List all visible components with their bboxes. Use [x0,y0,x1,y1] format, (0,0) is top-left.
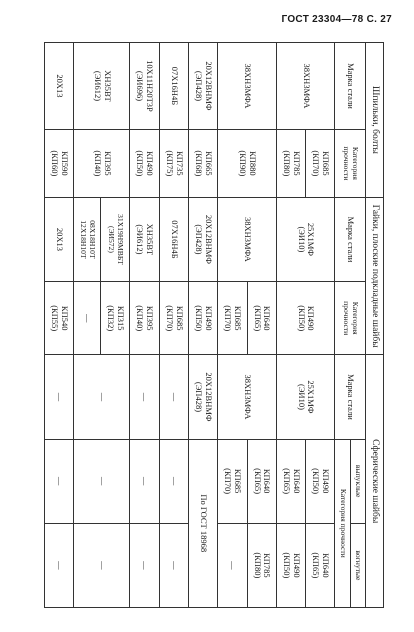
table-cell-sph-steel: 25Х1МФ (ЭИ10) [276,355,335,439]
table-cell-stud-category: КП785 (КП80) [276,129,305,197]
col-header-stud-category: Категория прочности [335,129,365,197]
table-cell-stud-category: КП735 (КП75) [159,129,188,197]
table-cell-sph-steel: 38ХН3МФА [218,355,277,439]
table-cell-nut-category: КП395 (КП40) [130,282,159,355]
table-cell-sph-steel: — [159,355,188,439]
table-cell-stud-category: КП665 (КП68) [188,129,217,197]
table-cell-nut-category: КП685 (КП70) [159,282,188,355]
table-cell-nut-steel: ХН35ВТ (ЭИ612) [130,197,159,281]
table-cell-sph-steel: 20Х12ВНМФ (ЭП428) [188,355,217,439]
table-cell-nut-steel: 38ХН3МФА [218,197,277,281]
table-cell-sph-convex: КП685 (КП70) [218,439,247,523]
table-cell-nut-category: КП685 (КП70) [218,282,247,355]
table-cell-nut-category: КП640 (КП65) [247,282,276,355]
table-cell-nut-steel: 08Х18Н10Т 12Х18Н10Т [74,197,101,281]
table-cell-sph-concave: КП640 (КП65) [306,523,335,607]
group-header-studs-bolts: Шпильки, болты [365,43,383,198]
table-cell-stud-steel: 07Х16Н4Б [159,43,188,130]
table-cell-sph-convex: — [74,439,130,523]
table-cell-stud-steel: 10Х11Н20Т3Р (ЭИ696) [130,43,159,130]
col-header-convex: выпуклые [350,439,365,523]
rotated-table-container [44,42,384,608]
table-cell-sph-convex: КП640 (КП65) [247,439,276,523]
table-cell-stud-category: КП880 (КП90) [218,129,277,197]
table-cell-nut-steel: 20Х12ВНМФ (ЭП428) [188,197,217,281]
table-cell-sph-concave: КП785 (КП80) [247,523,276,607]
table-cell-sph-steel: — [74,355,130,439]
table-cell-sph-concave: — [218,523,247,607]
table-cell-stud-steel: 20Х13 [45,43,74,130]
table-cell-nut-steel: 07Х16Н4Б [159,197,188,281]
table-cell-nut-category: — [74,282,101,355]
col-header-nut-category: Категория прочности [335,282,365,355]
table-cell-stud-steel: 38ХН3МФА [276,43,335,130]
table-cell-sph-convex: — [159,439,188,523]
table-cell-sph-convex: — [45,439,74,523]
table-cell-stud-steel: ХН35ВТ (ЭИ612) [74,43,130,130]
table-cell-gost-note: По ГОСТ 18968 [188,439,217,607]
table-cell-sph-concave: КП490 (КП50) [276,523,305,607]
table-cell-sph-steel: — [45,355,74,439]
col-header-nut-steel: Марка стали [335,197,365,281]
table-cell-sph-convex: КП490 (КП50) [306,439,335,523]
table-cell-sph-concave: — [159,523,188,607]
table-cell-stud-category: КП685 (КП70) [306,129,335,197]
table-cell-sph-concave: — [130,523,159,607]
col-header-concave: вогнутые [350,523,365,607]
group-header-spherical-washers: Сферические шайбы [365,355,383,608]
group-header-nuts-washers: Гайки, плоские подкладные шайбы [365,197,383,355]
table-cell-sph-convex: КП640 (КП65) [276,439,305,523]
table-cell-stud-category: КП590 (КП60) [45,129,74,197]
table-cell-stud-steel: 38ХН3МФА [218,43,277,130]
table-cell-stud-steel: 20Х12ВНМФ (ЭП428) [188,43,217,130]
steel-grade-table [44,42,384,608]
table-cell-nut-steel: 25Х1МФ (ЭИ10) [276,197,335,281]
table-cell-nut-category: КП315 (КП32) [101,282,130,355]
table-cell-sph-concave: — [45,523,74,607]
table-cell-sph-convex: — [130,439,159,523]
table-cell-stud-category: КП490 (КП50) [130,129,159,197]
table-cell-nut-category: КП490 (КП50) [188,282,217,355]
table-cell-nut-steel: 31Х19Н9МВБТ (ЭИ572) [101,197,130,281]
col-header-sph-category: Категория прочности [335,439,350,607]
table-cell-stud-category: КП395 (КП40) [74,129,130,197]
col-header-stud-steel: Марка стали [335,43,365,130]
table-cell-sph-concave: — [74,523,130,607]
table-cell-nut-steel: 20Х13 [45,197,74,281]
table-cell-nut-category: КП490 (КП50) [276,282,335,355]
col-header-sph-steel: Марка стали [335,355,365,439]
table-cell-nut-category: КП540 (КП55) [45,282,74,355]
page-header: ГОСТ 23304—78 С. 27 [281,14,392,25]
table-cell-sph-steel: — [130,355,159,439]
